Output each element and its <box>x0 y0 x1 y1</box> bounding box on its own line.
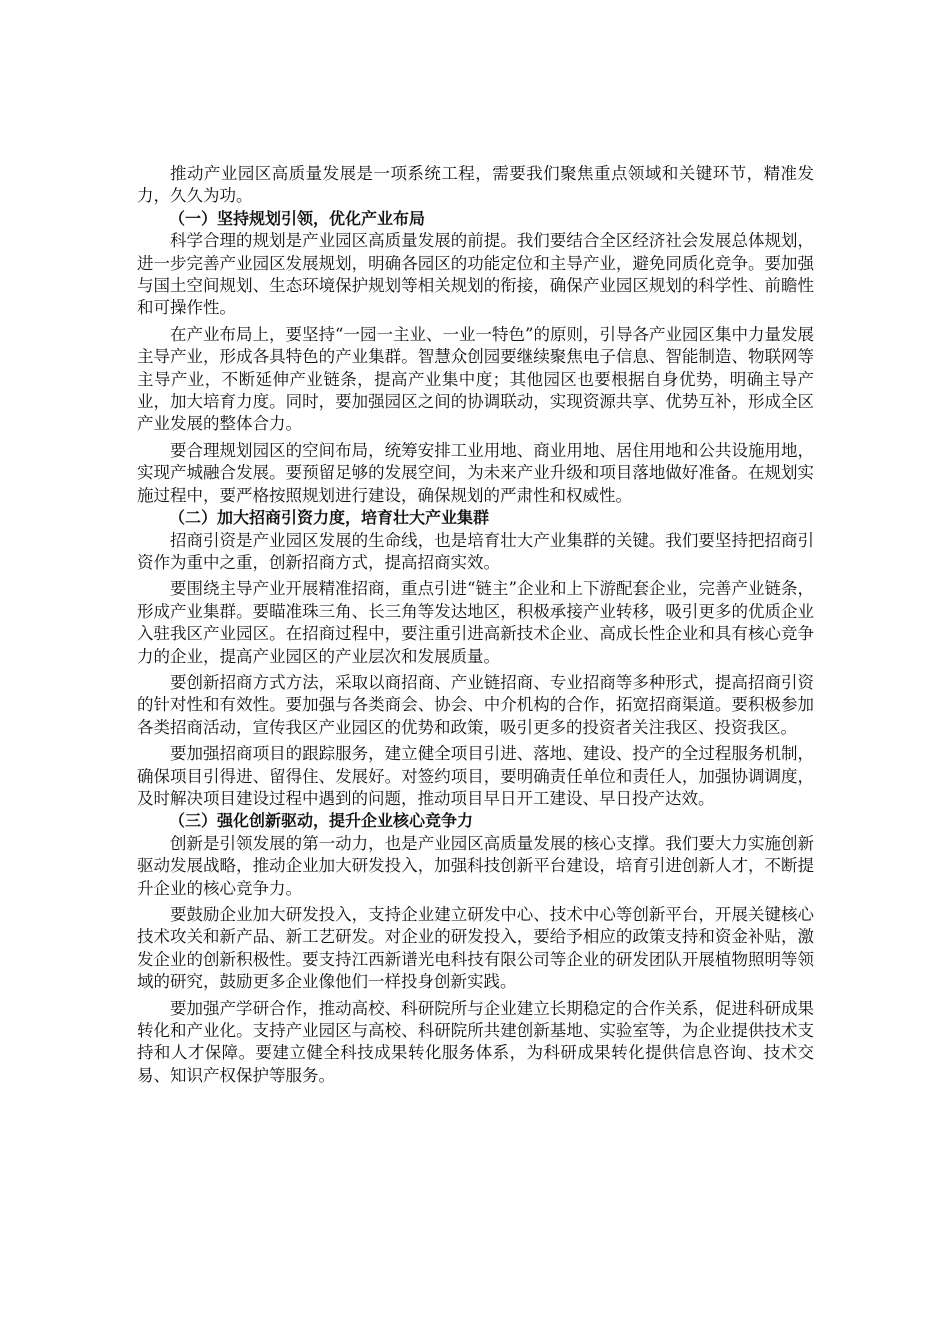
paragraph: 要创新招商方式方法，采取以商招商、产业链招商、专业招商等多种形式，提高招商引资的针对性和有效性。要加强与各类商会、协会、中介机构的合作，拓宽招商渠道。要积极参加各类招商活动，宣传我区产业园区的优势和政策，吸引更多的投资者关注我区、投资我区。 <box>137 672 814 737</box>
paragraph: 创新是引领发展的第一动力，也是产业园区高质量发展的核心支撑。我们要大力实施创新驱动发展战略，推动企业加大研发投入，加强科技创新平台建设，培育引进创新人才，不断提升企业的核心竞争力。 <box>137 833 814 898</box>
section-heading-2: （二）加大招商引资力度，培育壮大产业集群 <box>169 508 490 528</box>
intro-paragraph: 推动产业园区高质量发展是一项系统工程，需要我们聚焦重点领域和关键环节，精准发力，久久为功。 <box>137 164 814 206</box>
paragraph: 要加强产学研合作，推动高校、科研院所与企业建立长期稳定的合作关系，促进科研成果转化和产业化。支持产业园区与高校、科研院所共建创新基地、实验室等，为企业提供技术支持和人才保障。要建立健全科技成果转化服务体系，为科研成果转化提供信息咨询、技术交易、知识产权保护等服务。 <box>137 998 814 1085</box>
paragraph: 要围绕主导产业开展精准招商，重点引进“链主”企业和上下游配套企业，完善产业链条，形成产业集群。要瞄准珠三角、长三角等发达地区，积极承接产业转移，吸引更多的优质企业入驻我区产业园区。在招商过程中，要注重引进高新技术企业、高成长性企业和具有核心竞争力的企业，提高产业园区的产业层次和发展质量。 <box>137 579 814 666</box>
paragraph: 要合理规划园区的空间布局，统筹安排工业用地、商业用地、居住用地和公共设施用地，实现产城融合发展。要预留足够的发展空间，为未来产业升级和项目落地做好准备。在规划实施过程中，要严格按照规划进行建设，确保规划的严肃性和权威性。 <box>137 440 814 505</box>
paragraph: 在产业布局上，要坚持“一园一主业、一业一特色”的原则，引导各产业园区集中力量发展主导产业，形成各具特色的产业集群。智慧众创园要继续聚焦电子信息、智能制造、物联网等主导产业，不断延伸产业链条，提高产业集中度；其他园区也要根据自身优势，明确主导产业，加大培育力度。同时，要加强园区之间的协调联动，实现资源共享、优势互补，形成全区产业发展的整体合力。 <box>137 324 814 434</box>
paragraph: 要鼓励企业加大研发投入，支持企业建立研发中心、技术中心等创新平台，开展关键核心技术攻关和新产品、新工艺研发。对企业的研发投入，要给予相应的政策支持和资金补贴，激发企业的创新积极性。要支持江西新谱光电科技有限公司等企业的研发团队开展植物照明等领域的研究，鼓励更多企业像他们一样投身创新实践。 <box>137 905 814 992</box>
paragraph: 要加强招商项目的跟踪服务，建立健全项目引进、落地、建设、投产的全过程服务机制，确保项目引得进、留得住、发展好。对签约项目，要明确责任单位和责任人，加强协调调度，及时解决项目建设过程中遇到的问题，推动项目早日开工建设、早日投产达效。 <box>137 744 814 808</box>
paragraph: 招商引资是产业园区发展的生命线，也是培育壮大产业集群的关键。我们要坚持把招商引资作为重中之重，创新招商方式，提高招商实效。 <box>137 530 814 572</box>
paragraph: 科学合理的规划是产业园区高质量发展的前提。我们要结合全区经济社会发展总体规划，进一步完善产业园区发展规划，明确各园区的功能定位和主导产业，避免同质化竞争。要加强与国土空间规划、生态环境保护规划等相关规划的衔接，确保产业园区规划的科学性、前瞻性和可操作性。 <box>137 231 814 318</box>
section-heading-3: （三）强化创新驱动，提升企业核心竞争力 <box>169 811 474 831</box>
section-heading-1: （一）坚持规划引领，优化产业布局 <box>169 208 426 228</box>
document-page <box>137 163 814 1087</box>
